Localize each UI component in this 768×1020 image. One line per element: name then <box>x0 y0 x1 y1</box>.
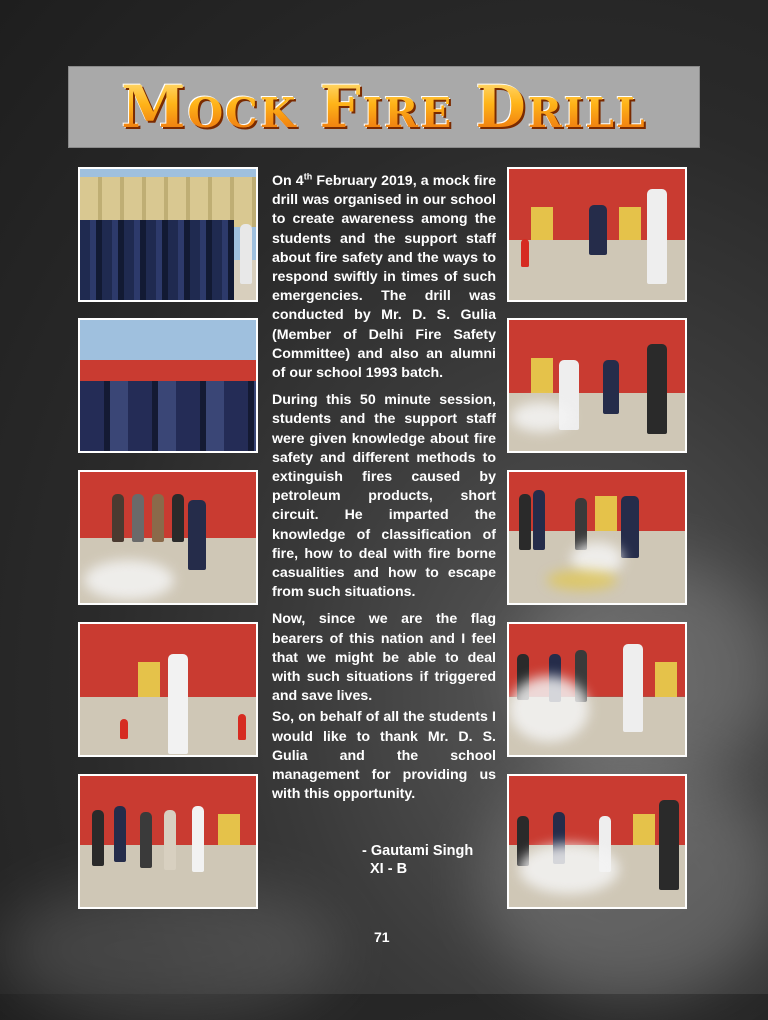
photo-right-2 <box>507 318 687 453</box>
article-paragraph-3: Now, since we are the flag bearers of this nation and I feel that we might be able to deal with such situations if triggered and save lives. <box>272 611 496 705</box>
article-paragraph-1: On 4th February 2019, a mock fire drill was organised in our school to create awareness among the students and the support staff about fire safety and the ways to respond swiftly in times of such emergencies. The drill was conducted by Mr. D. S. Gulia (Member of Delhi Fire Safety Committee) and also an alumni of our school 1993 batch. <box>272 171 496 382</box>
photo-students-facing <box>78 318 258 453</box>
page-number: 71 <box>374 929 390 945</box>
photo-instructor <box>78 622 258 757</box>
photo-extinguisher-demo <box>78 470 258 605</box>
photo-right-4 <box>507 622 687 757</box>
article-paragraph-2: During this 50 minute session, students and the support staff were given knowledge about fire safety and different methods to extinguish fires caused by petroleum products, short circuit. He imparted the knowledge of classification of fire, how to deal with fire borne casualities and how to escape from such situations. <box>272 392 496 601</box>
author-class: XI - B <box>370 861 408 877</box>
article-paragraph-4: So, on behalf of all the students I would like to thank Mr. D. S. Gulia and the school management for providing us with this opportunity. <box>272 709 496 803</box>
photo-right-5 <box>507 774 687 909</box>
photo-right-3 <box>507 470 687 605</box>
author-name: - Gautami Singh <box>362 843 474 859</box>
author-signature <box>362 842 473 878</box>
photo-assembly <box>78 167 258 302</box>
title-banner <box>68 66 700 148</box>
photo-group-demo <box>78 774 258 909</box>
page-title: Mock Fire Drill <box>121 73 647 141</box>
photo-right-1 <box>507 167 687 302</box>
article-body <box>272 172 496 813</box>
